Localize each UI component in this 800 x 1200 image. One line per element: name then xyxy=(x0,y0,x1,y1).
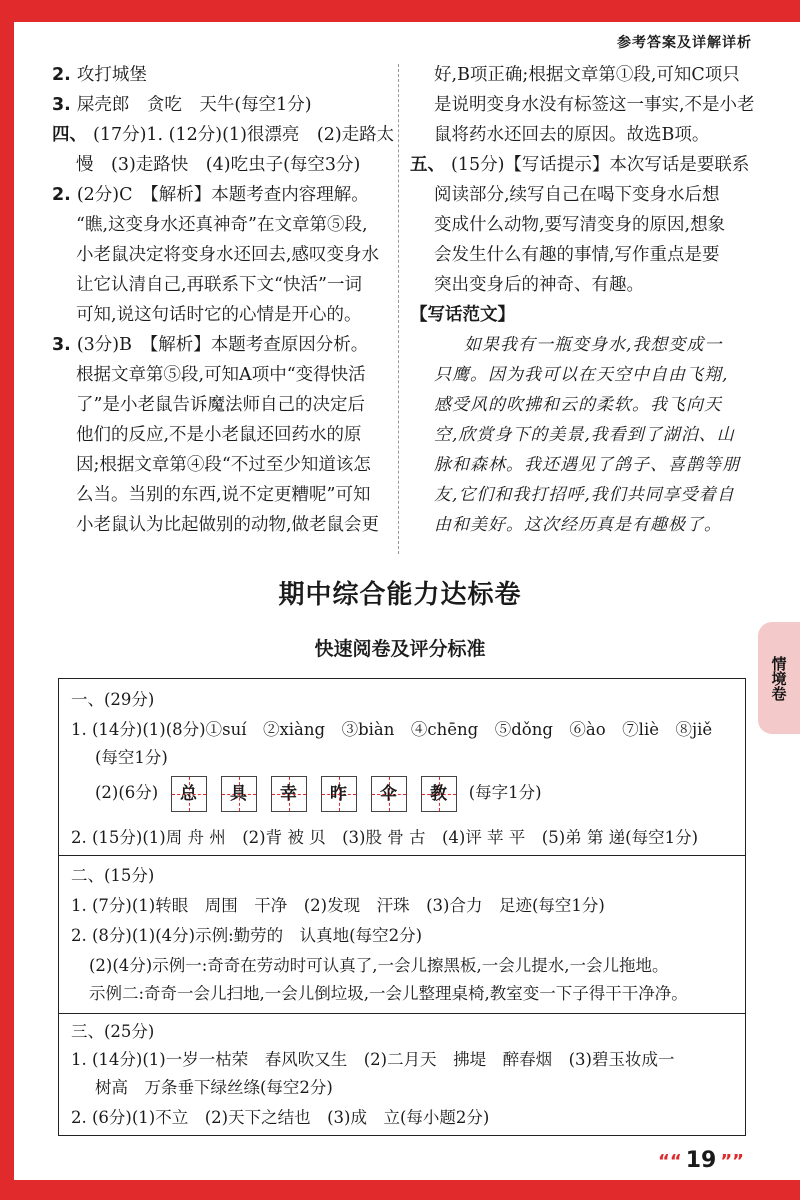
left_column-line xyxy=(52,480,392,510)
answer-text: (15分)【写话提示】本次写话是要联系 xyxy=(451,155,750,175)
answer-box xyxy=(58,678,746,1136)
grid-char: 具 xyxy=(230,783,247,804)
right_column-line xyxy=(410,90,755,120)
s2-q2: 2. (8分)(1)(4分)示例:勤劳的 认真地(每空2分) xyxy=(71,926,423,945)
grid-char: 幸 xyxy=(280,783,297,804)
grid-char: 昨 xyxy=(330,783,347,804)
answer-text: 会发生什么有趣的事情,写作重点是要 xyxy=(434,245,720,265)
grid-suffix: (每字1分) xyxy=(468,783,542,802)
answer-text: 阅读部分,续写自己在喝下变身水后想 xyxy=(434,185,720,205)
top-red-bar xyxy=(0,0,800,22)
s2-heading: 二、(15分) xyxy=(71,866,155,885)
right_column-line xyxy=(410,120,750,150)
essay-line: 由和美好。这次经历真是有趣极了。 xyxy=(434,515,722,535)
s1-heading: 一、(29分) xyxy=(71,690,155,709)
grid-cell xyxy=(321,776,357,812)
right_column-line xyxy=(410,150,750,180)
question-number: 2. xyxy=(52,185,71,205)
answer-text: 可知,说这句话时它的心情是开心的。 xyxy=(76,305,362,325)
grid-char: 总 xyxy=(180,783,197,804)
left_column-line xyxy=(52,270,392,300)
right_column-line xyxy=(410,210,750,240)
answer-text: 了”是小老鼠告诉魔法师自己的决定后 xyxy=(76,395,365,415)
right_column-line xyxy=(410,180,750,210)
grid-char: 伞 xyxy=(380,783,397,804)
question-number: 2. xyxy=(52,65,71,85)
answer-text: 好,B项正确;根据文章第①段,可知C项只 xyxy=(434,65,740,85)
left_column-line xyxy=(52,450,392,480)
s2-q2-example1: (2)(4分)示例一:奇奇在劳动时可认真了,一会儿擦黑板,一会儿提水,一会儿拖地。 xyxy=(89,956,669,975)
answer-text: (17分)1. (12分)(1)很漂亮 (2)走路太 xyxy=(93,125,395,145)
left_column-line xyxy=(52,510,392,540)
side-tab[interactable] xyxy=(758,622,800,734)
grid-cell xyxy=(221,776,257,812)
left_column-line xyxy=(52,210,392,240)
grid-cell xyxy=(421,776,457,812)
s2-q1: 1. (7分)(1)转眼 周围 干净 (2)发现 汗珠 (3)合力 足迹(每空1分) xyxy=(71,896,605,915)
answer-text: 突出变身后的神奇、有趣。 xyxy=(434,275,644,295)
question-number: 3. xyxy=(52,95,71,115)
answer-text: “瞧,这变身水还真神奇”在文章第⑤段, xyxy=(76,215,368,235)
side-tab-label: 情境卷 xyxy=(769,655,788,701)
answer-text: 根据文章第⑤段,可知A项中“变得快活 xyxy=(76,365,366,385)
answer-text: 慢 (3)走路快 (4)吃虫子(每空3分) xyxy=(76,155,361,175)
tian-grid xyxy=(164,783,464,802)
answer-text: 屎壳郎 贪吃 天牛(每空1分) xyxy=(76,95,312,115)
left_column-line xyxy=(52,420,392,450)
essay-line: 如果我有一瓶变身水,我想变成一 xyxy=(464,335,723,355)
question-number: 四、 xyxy=(52,125,87,145)
left_column-line xyxy=(52,240,392,270)
left_column-line xyxy=(52,330,392,360)
question-number: 3. xyxy=(52,335,71,355)
s2-q2-example2: 示例二:奇奇一会儿扫地,一会儿倒垃圾,一会儿整理桌椅,教室变一下子得干干净净。 xyxy=(89,984,688,1003)
essay-line: 只鹰。因为我可以在天空中自由飞翔, xyxy=(434,365,729,385)
answer-text: (2分)C 【解析】本题考查内容理解。 xyxy=(76,185,369,205)
answer-text: 因;根据文章第④段“不过至少知道该怎 xyxy=(76,455,371,475)
s3-q2: 2. (6分)(1)不立 (2)天下之结也 (3)成 立(每小题2分) xyxy=(71,1108,490,1127)
right_column-line xyxy=(410,270,750,300)
section-separator xyxy=(59,855,745,856)
right_column-line xyxy=(410,60,750,90)
answer-text: 变成什么动物,要写清变身的原因,想象 xyxy=(434,215,726,235)
answer-text: 鼠将药水还回去的原因。故选B项。 xyxy=(434,125,710,145)
left_column-line xyxy=(52,300,392,330)
answer-text: 小老鼠认为比起做别的动物,做老鼠会更 xyxy=(76,515,380,535)
answer-text: (3分)B 【解析】本题考查原因分析。 xyxy=(76,335,369,355)
question-number: 五、 xyxy=(410,155,445,175)
answer-text: 让它认清自己,再联系下文“快活”一词 xyxy=(76,275,362,295)
grid-char: 教 xyxy=(430,783,447,804)
left_column-line xyxy=(52,390,392,420)
left_column-line xyxy=(52,360,392,390)
left_column-line xyxy=(52,150,392,180)
essay-line: 感受风的吹拂和云的柔软。我飞向天 xyxy=(434,395,722,415)
left_column-line xyxy=(52,120,395,150)
s3-q1: 1. (14分)(1)一岁一枯荣 春风吹又生 (2)二月天 拂堤 醉春烟 (3)碧玉妆成一 xyxy=(71,1050,675,1069)
s1-q1-note: (每空1分) xyxy=(95,748,168,767)
left_column-line xyxy=(52,60,392,90)
left-answer-column xyxy=(52,60,395,540)
answer-text: 他们的反应,不是小老鼠还回药水的原 xyxy=(76,425,362,445)
left_column-line xyxy=(52,180,392,210)
section-separator xyxy=(59,1013,745,1014)
s3-heading: 三、(25分) xyxy=(71,1022,155,1041)
s3-q1-cont: 树高 万条垂下绿丝绦(每空2分) xyxy=(95,1078,333,1097)
sub-title: 快速阅卷及评分标准 xyxy=(314,638,486,660)
right-column-text xyxy=(410,60,755,300)
bottom-red-bar xyxy=(0,1180,800,1200)
answer-text: 是说明变身水没有标签这一事实,不是小老 xyxy=(434,95,755,115)
essay-line: 空,欣赏身下的美景,我看到了湖泊、山 xyxy=(434,425,735,445)
grid-cell xyxy=(271,776,307,812)
page-number: ““ 19 ”” xyxy=(658,1148,744,1173)
essay-line: 脉和森林。我还遇见了鸽子、喜鹊等朋 xyxy=(434,455,740,475)
answer-text: 小老鼠决定将变身水还回去,感叹变身水 xyxy=(76,245,380,265)
section-title: 期中综合能力达标卷 xyxy=(278,580,522,610)
s1-q1-grid-row xyxy=(95,775,542,812)
s1-q2: 2. (15分)(1)周 舟 州 (2)背 被 贝 (3)股 骨 古 (4)评 苹 平 (5)弟 第 递(每空1分) xyxy=(71,828,699,847)
left_column-line xyxy=(52,90,392,120)
header-title: 参考答案及详解详析 xyxy=(617,35,752,51)
right_column-line xyxy=(410,240,750,270)
grid-cell xyxy=(371,776,407,812)
essay-line: 友,它们和我打招呼,我们共同享受着自 xyxy=(434,485,735,505)
column-divider xyxy=(398,64,399,554)
essay-body xyxy=(410,330,750,540)
answer-text: 攻打城堡 xyxy=(76,65,147,85)
right-answer-column xyxy=(410,60,755,540)
grid-prefix: (2)(6分) xyxy=(95,783,159,802)
s1-q1: 1. (14分)(1)(8分)①suí ②xiàng ③biàn ④chēng ⑤dǒng ⑥ào ⑦liè ⑧jiě xyxy=(71,720,713,739)
essay-heading: 【写话范文】 xyxy=(410,305,515,325)
answer-text: 么当。当别的东西,说不定更糟呢”可知 xyxy=(76,485,371,505)
grid-cell xyxy=(171,776,207,812)
